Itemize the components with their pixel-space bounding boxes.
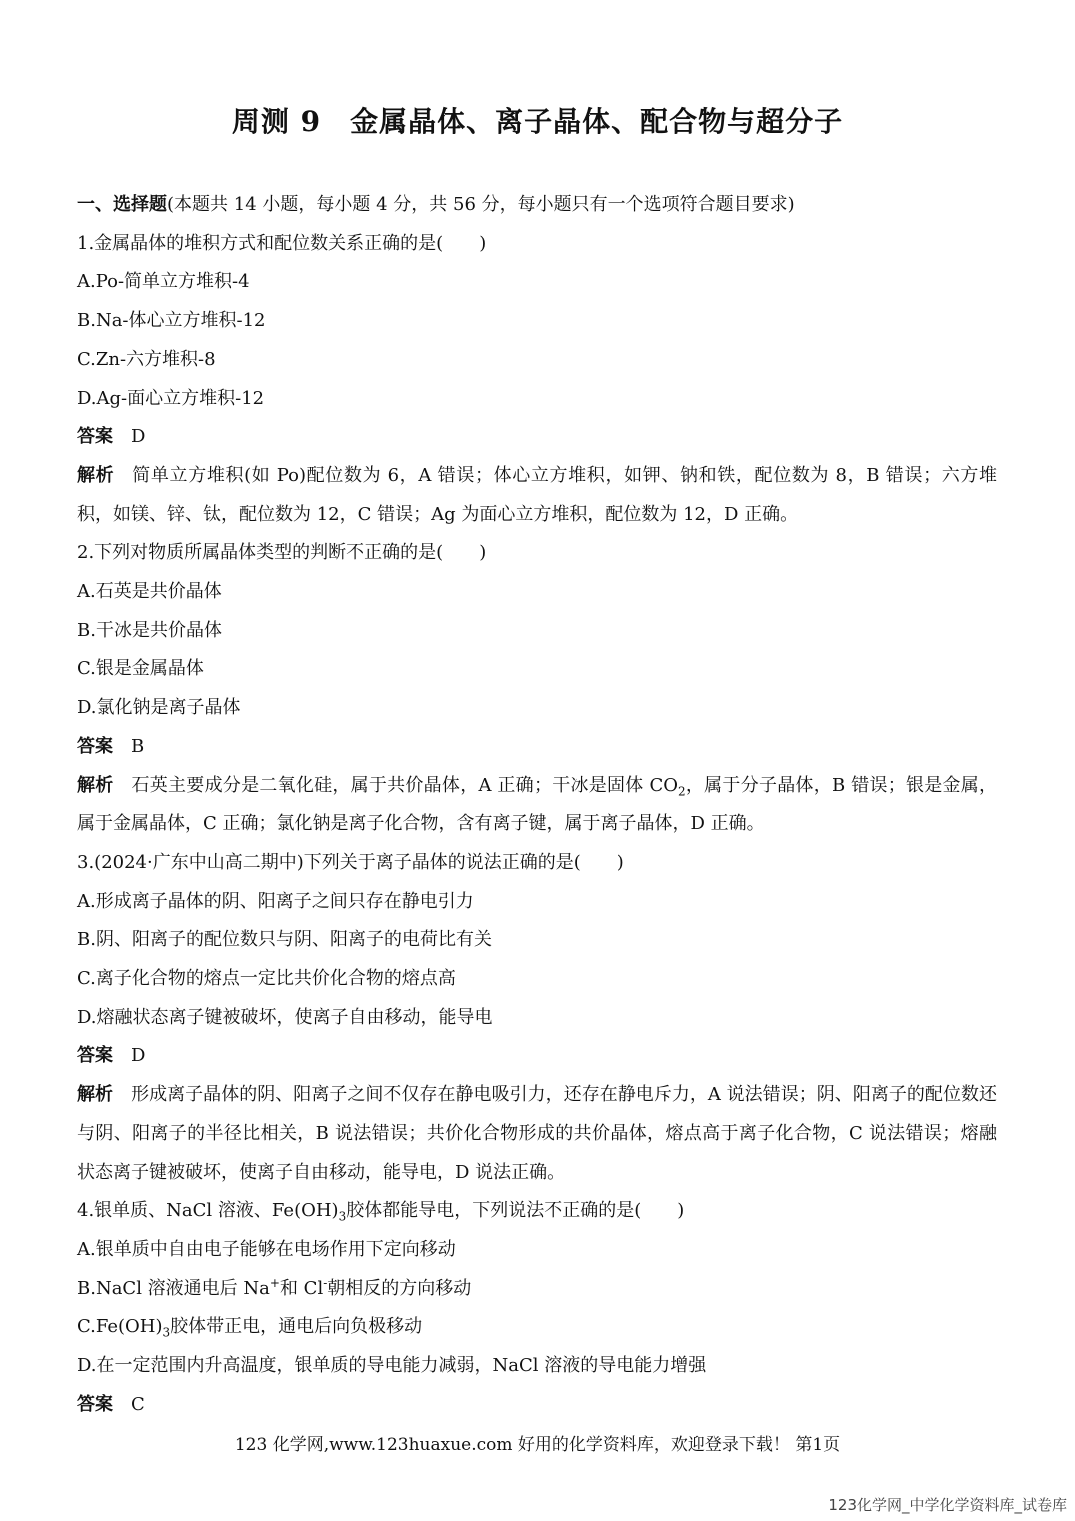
question-1-answer <box>77 418 997 457</box>
question-1-analysis <box>77 457 997 534</box>
question-3-option-b: B.阴、阳离子的配位数只与阴、阳离子的电荷比有关 <box>77 929 492 951</box>
question-content <box>77 186 997 1425</box>
question-4-option-a: A.银单质中自由电子能够在电场作用下定向移动 <box>77 1238 456 1260</box>
question-4-option-d: D.在一定范围内升高温度，银单质的导电能力减弱，NaCl 溶液的导电能力增强 <box>77 1355 707 1377</box>
answer-label: 答案 <box>77 426 113 448</box>
question-2-analysis <box>77 767 997 844</box>
question-4-option-b <box>77 1270 997 1309</box>
option-text-1: B.NaCl 溶液通电后 Na <box>77 1277 270 1299</box>
answer-value: C <box>131 1393 145 1415</box>
question-2-answer <box>77 728 997 767</box>
question-2-option-a: A.石英是共价晶体 <box>77 581 222 603</box>
question-4-answer <box>77 1386 997 1425</box>
question-1-option-b: B.Na-体心立方堆积-12 <box>77 310 266 332</box>
page-title: 周测 9 金属晶体、离子晶体、配合物与超分子 <box>231 105 844 138</box>
answer-label: 答案 <box>77 1045 113 1067</box>
question-4-stem <box>77 1192 997 1231</box>
section-heading <box>77 186 997 225</box>
question-3-answer <box>77 1037 997 1076</box>
answer-value: D <box>131 426 146 448</box>
option-text-2: 和 Cl <box>279 1277 324 1299</box>
question-4-option-c <box>77 1308 997 1347</box>
question-1-stem: 1.金属晶体的堆积方式和配位数关系正确的是( ) <box>77 232 487 254</box>
answer-value: B <box>131 735 145 757</box>
question-1-option-d: D.Ag-面心立方堆积-12 <box>77 387 265 409</box>
section-note: (本题共 14 小题，每小题 4 分，共 56 分，每小题只有一个选项符合题目要求) <box>167 194 795 215</box>
question-3-option-a: A.形成离子晶体的阴、阳离子之间只存在静电引力 <box>77 890 474 912</box>
question-1-option-a: A.Po-简单立方堆积-4 <box>77 271 250 293</box>
question-2-option-d: D.氯化钠是离子晶体 <box>77 697 241 719</box>
option-text-1: C.Fe(OH) <box>77 1316 163 1338</box>
answer-label: 答案 <box>77 735 113 757</box>
superscript: + <box>269 1275 280 1290</box>
question-1-option-c: C.Zn-六方堆积-8 <box>77 348 216 370</box>
stem-text-2: 胶体都能导电，下列说法不正确的是( ) <box>346 1200 685 1222</box>
analysis-text-1: 石英主要成分是二氧化硅，属于共价晶体，A 正确；干冰是固体 CO <box>131 774 679 796</box>
analysis-label: 解析 <box>77 464 115 486</box>
question-3-option-c: C.离子化合物的熔点一定比共价化合物的熔点高 <box>77 968 456 990</box>
analysis-text: 形成离子晶体的阴、阳离子之间不仅存在静电吸引力，还存在静电斥力，A 说法错误；阴、阳离子的配位数还与阴、阳离子的半径比相关，B 说法错误；共价化合物形成的共价晶体，熔点高于离子化合物，C 说法错误；熔融状态离子键被破坏，使离子自由移动，能导电，D 说法正确。 <box>77 1084 998 1183</box>
question-3-stem: 3.(2024·广东中山高二期中)下列关于离子晶体的说法正确的是( ) <box>77 851 624 873</box>
analysis-label: 解析 <box>77 774 114 796</box>
stem-text-1: 4.银单质、NaCl 溶液、Fe(OH) <box>77 1200 339 1222</box>
subscript: 3 <box>338 1209 347 1224</box>
page-footer: 123 化学网,www.123huaxue.com 好用的化学资料库，欢迎登录下载！ 第1页 <box>234 1435 841 1455</box>
question-2-stem: 2.下列对物质所属晶体类型的判断不正确的是( ) <box>77 542 487 564</box>
section-heading-label: 一、选择题 <box>77 194 167 215</box>
answer-value: D <box>131 1045 146 1067</box>
option-text-3: 朝相反的方向移动 <box>327 1277 472 1299</box>
question-2-option-b: B.干冰是共价晶体 <box>77 619 222 641</box>
subscript: 3 <box>162 1325 171 1340</box>
superscript: - <box>323 1275 328 1290</box>
site-watermark: 123化学网_中学化学资料库_试卷库 <box>828 1496 1067 1514</box>
analysis-text: 简单立方堆积(如 Po)配位数为 6，A 错误；体心立方堆积，如钾、钠和铁，配位数为 8，B 错误；六方堆积，如镁、锌、钛，配位数为 12，C 错误；Ag 为面心立方堆积，配位数为 12，D 正确。 <box>77 464 997 525</box>
analysis-text-2: ，属于分子晶体，B 错误；银是金属，属于金属晶体，C 正确；氯化钠是离子化合物，含有离子键，属于离子晶体，D 正确。 <box>77 774 998 835</box>
question-2-option-c: C.银是金属晶体 <box>77 658 204 680</box>
analysis-label: 解析 <box>77 1084 114 1106</box>
question-3-option-d: D.熔融状态离子键被破坏，使离子自由移动，能导电 <box>77 1006 493 1028</box>
option-text-2: 胶体带正电，通电后向负极移动 <box>170 1316 423 1338</box>
question-3-analysis <box>77 1076 997 1192</box>
answer-label: 答案 <box>77 1393 113 1415</box>
subscript: 2 <box>678 784 686 799</box>
